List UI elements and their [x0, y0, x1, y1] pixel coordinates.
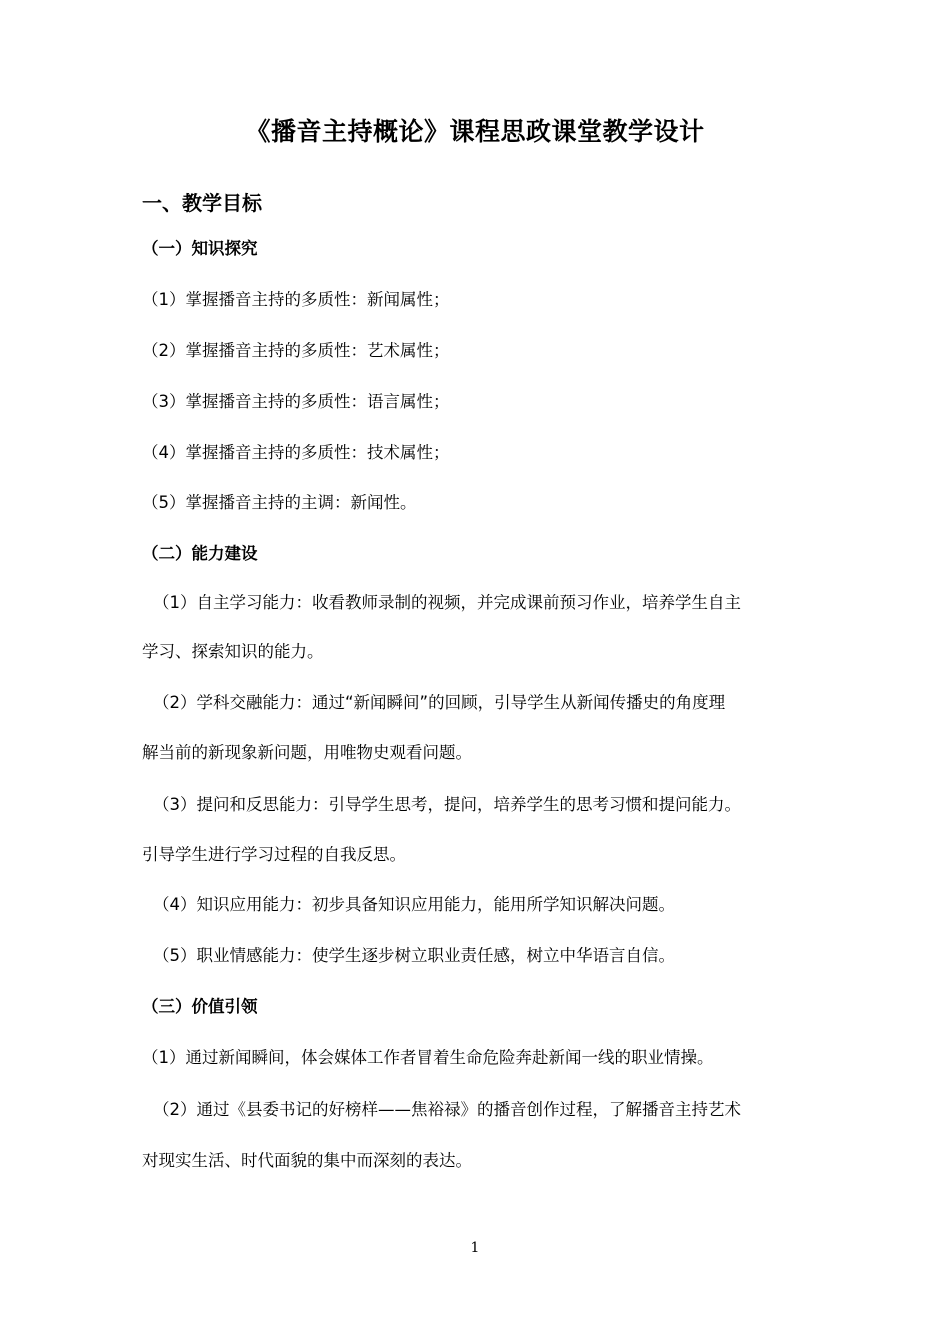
subsection-heading-values: （三）价值引领: [142, 997, 258, 1016]
knowledge-item: （1）掌握播音主持的多质性：新闻属性；: [142, 290, 450, 309]
knowledge-item: （5）掌握播音主持的主调：新闻性。: [142, 493, 417, 512]
page-number: 1: [470, 1240, 480, 1256]
values-item-line: （1）通过新闻瞬间，体会媒体工作者冒着生命危险奔赴新闻一线的职业情操。: [142, 1048, 714, 1067]
ability-item-line: （1）自主学习能力：收看教师录制的视频，并完成课前预习作业，培养学生自主: [153, 593, 741, 612]
section-heading-teaching-goals: 一、教学目标: [142, 191, 262, 215]
document-title: 《播音主持概论》课程思政课堂教学设计: [245, 117, 705, 146]
knowledge-item: （4）掌握播音主持的多质性：技术属性；: [142, 443, 450, 462]
ability-item-line: 解当前的新现象新问题，用唯物史观看问题。: [142, 743, 472, 762]
ability-item-line: 引导学生进行学习过程的自我反思。: [142, 845, 406, 864]
knowledge-item: （2）掌握播音主持的多质性：艺术属性；: [142, 341, 450, 360]
ability-item-line: 学习、探索知识的能力。: [142, 642, 324, 661]
ability-item-line: （5）职业情感能力：使学生逐步树立职业责任感，树立中华语言自信。: [153, 946, 675, 965]
values-item-line: （2）通过《县委书记的好榜样——焦裕禄》的播音创作过程，了解播音主持艺术: [153, 1100, 741, 1119]
ability-item-line: （4）知识应用能力：初步具备知识应用能力，能用所学知识解决问题。: [153, 895, 675, 914]
values-item-line: 对现实生活、时代面貌的集中而深刻的表达。: [142, 1151, 472, 1170]
ability-item-line: （2）学科交融能力：通过“新闻瞬间”的回顾，引导学生从新闻传播史的角度理: [153, 693, 726, 712]
subsection-heading-knowledge: （一）知识探究: [142, 239, 258, 258]
ability-item-line: （3）提问和反思能力：引导学生思考，提问，培养学生的思考习惯和提问能力。: [153, 795, 741, 814]
knowledge-item: （3）掌握播音主持的多质性：语言属性；: [142, 392, 450, 411]
subsection-heading-ability: （二）能力建设: [142, 544, 258, 563]
